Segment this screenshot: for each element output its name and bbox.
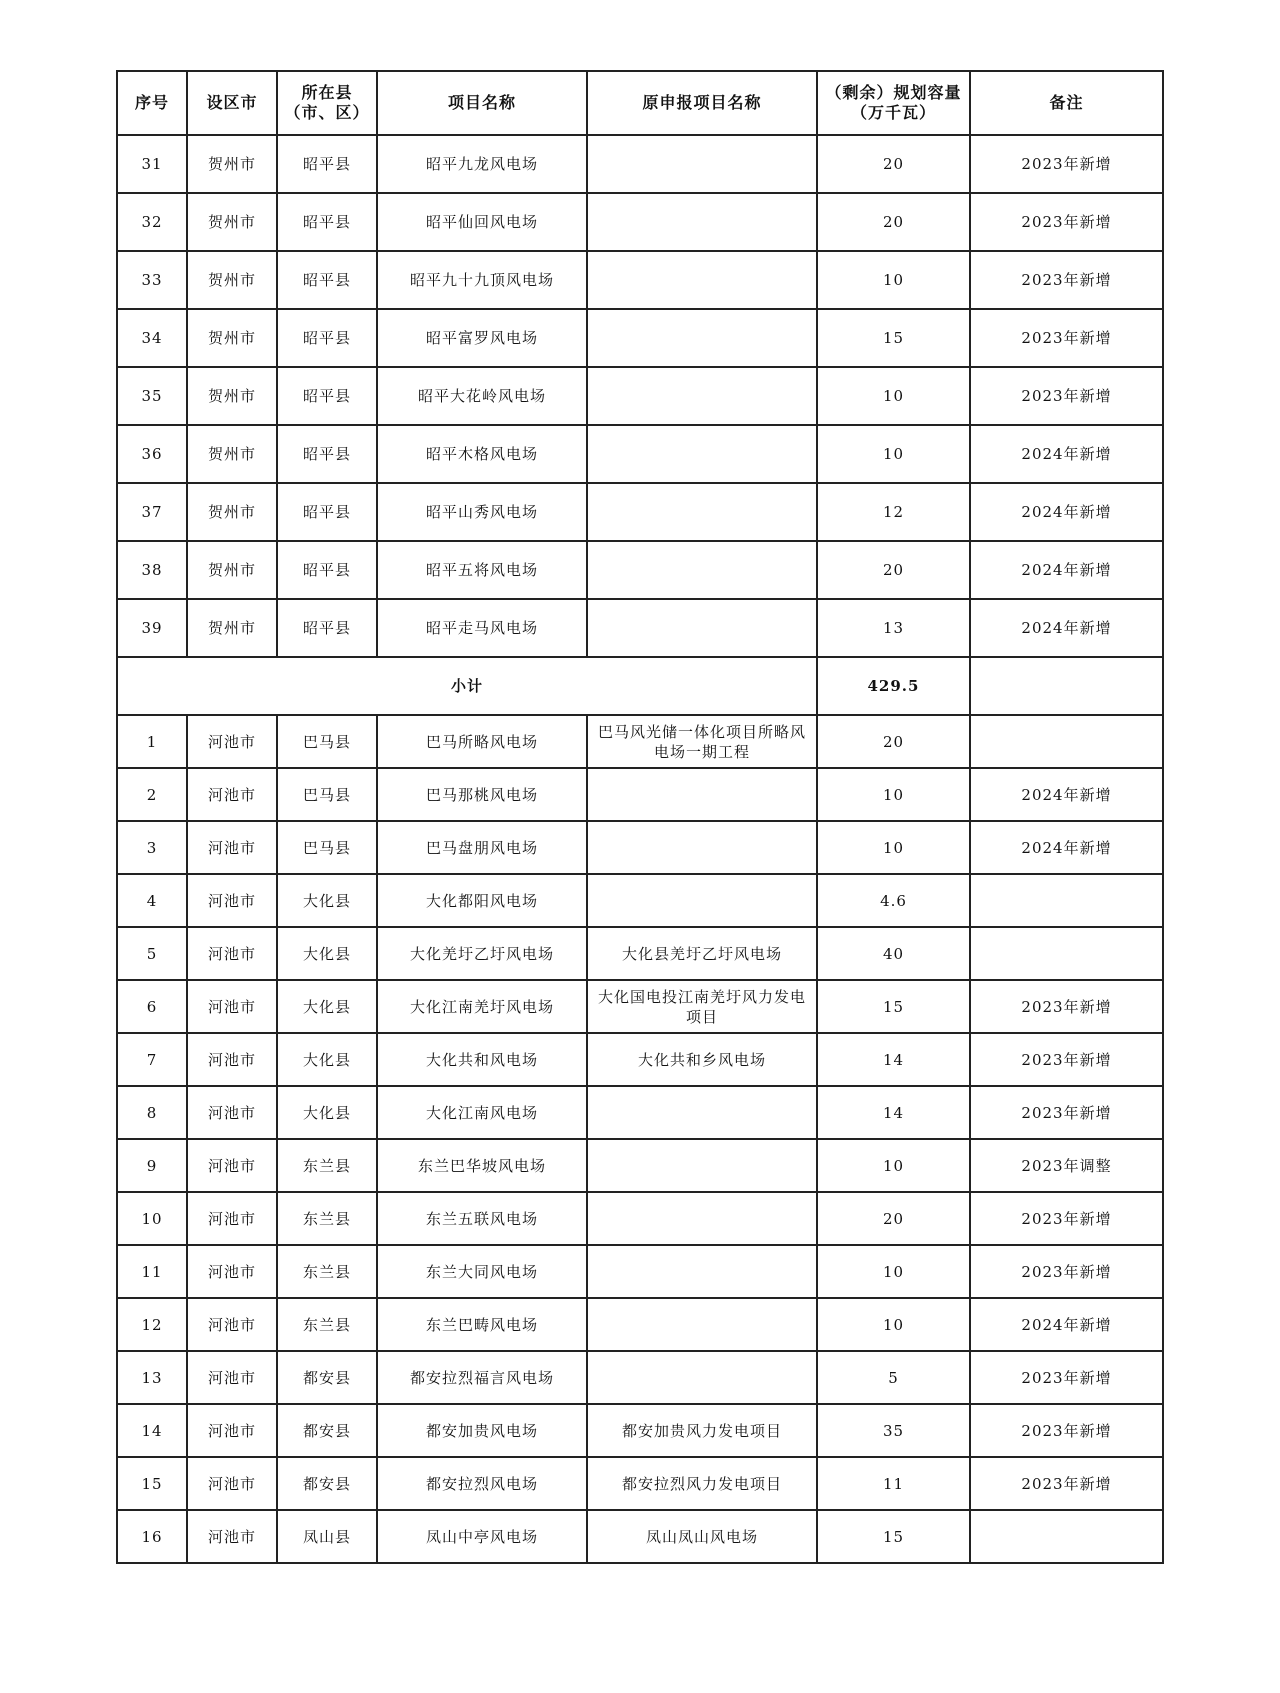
cell-city: 河池市: [187, 768, 277, 821]
cell-seq: 32: [117, 193, 187, 251]
cell-original: 巴马风光储一体化项目所略风电场一期工程: [587, 715, 817, 768]
cell-capacity: 11: [817, 1457, 970, 1510]
cell-original: [587, 874, 817, 927]
cell-original: [587, 367, 817, 425]
table-row: [117, 1404, 1163, 1457]
cell-original: 凤山凤山风电场: [587, 1510, 817, 1563]
cell-county: 东兰县: [277, 1139, 377, 1192]
table-row: [117, 309, 1163, 367]
cell-capacity: 15: [817, 980, 970, 1033]
cell-county: 昭平县: [277, 135, 377, 193]
cell-remark: 2024年新增: [970, 821, 1163, 874]
cell-original: [587, 1139, 817, 1192]
header-project: 项目名称: [377, 71, 587, 135]
cell-project: 昭平九龙风电场: [377, 135, 587, 193]
cell-city: 河池市: [187, 874, 277, 927]
cell-project: 巴马盘朋风电场: [377, 821, 587, 874]
cell-remark: 2024年新增: [970, 1298, 1163, 1351]
cell-original: [587, 1298, 817, 1351]
cell-project: 东兰五联风电场: [377, 1192, 587, 1245]
cell-city: 河池市: [187, 1298, 277, 1351]
header-county: [277, 71, 377, 135]
subtotal-value: 429.5: [817, 657, 970, 715]
cell-remark: [970, 874, 1163, 927]
cell-city: 河池市: [187, 1245, 277, 1298]
cell-city: 河池市: [187, 1086, 277, 1139]
table-row: [117, 193, 1163, 251]
cell-capacity: 14: [817, 1086, 970, 1139]
cell-project: 昭平九十九顶风电场: [377, 251, 587, 309]
cell-project: 东兰大同风电场: [377, 1245, 587, 1298]
cell-seq: 36: [117, 425, 187, 483]
cell-remark: 2024年新增: [970, 541, 1163, 599]
cell-city: 贺州市: [187, 193, 277, 251]
cell-project: 都安加贵风电场: [377, 1404, 587, 1457]
cell-capacity: 15: [817, 1510, 970, 1563]
cell-remark: 2023年新增: [970, 1033, 1163, 1086]
cell-project: 昭平五将风电场: [377, 541, 587, 599]
cell-county: 昭平县: [277, 425, 377, 483]
cell-original: [587, 193, 817, 251]
table-row: [117, 367, 1163, 425]
cell-project: 巴马那桃风电场: [377, 768, 587, 821]
cell-project: 凤山中亭风电场: [377, 1510, 587, 1563]
cell-project: 昭平走马风电场: [377, 599, 587, 657]
cell-seq: 31: [117, 135, 187, 193]
cell-city: 河池市: [187, 1404, 277, 1457]
table-row: [117, 483, 1163, 541]
cell-county: 东兰县: [277, 1245, 377, 1298]
cell-county: 昭平县: [277, 309, 377, 367]
cell-remark: 2024年新增: [970, 425, 1163, 483]
cell-remark: 2023年调整: [970, 1139, 1163, 1192]
cell-city: 河池市: [187, 1351, 277, 1404]
cell-capacity: 15: [817, 309, 970, 367]
cell-capacity: 10: [817, 367, 970, 425]
cell-seq: 8: [117, 1086, 187, 1139]
cell-seq: 11: [117, 1245, 187, 1298]
cell-original: 都安加贵风力发电项目: [587, 1404, 817, 1457]
table-row: [117, 1457, 1163, 1510]
cell-project: 大化都阳风电场: [377, 874, 587, 927]
cell-remark: 2024年新增: [970, 768, 1163, 821]
table-row: [117, 251, 1163, 309]
cell-capacity: 20: [817, 715, 970, 768]
cell-capacity: 14: [817, 1033, 970, 1086]
table-row: [117, 768, 1163, 821]
cell-remark: 2024年新增: [970, 483, 1163, 541]
cell-original: [587, 251, 817, 309]
cell-city: 河池市: [187, 1457, 277, 1510]
cell-county: 昭平县: [277, 193, 377, 251]
cell-remark: 2023年新增: [970, 251, 1163, 309]
cell-original: [587, 1192, 817, 1245]
subtotal-label: 小计: [117, 657, 817, 715]
cell-remark: 2023年新增: [970, 1457, 1163, 1510]
cell-seq: 39: [117, 599, 187, 657]
table-row: [117, 599, 1163, 657]
cell-project: 都安拉烈福言风电场: [377, 1351, 587, 1404]
cell-remark: 2023年新增: [970, 1192, 1163, 1245]
cell-city: 贺州市: [187, 425, 277, 483]
cell-original: [587, 309, 817, 367]
cell-city: 贺州市: [187, 135, 277, 193]
subtotal-row: [117, 657, 1163, 715]
cell-city: 贺州市: [187, 251, 277, 309]
cell-county: 昭平县: [277, 367, 377, 425]
cell-capacity: 20: [817, 193, 970, 251]
cell-seq: 37: [117, 483, 187, 541]
cell-remark: 2023年新增: [970, 309, 1163, 367]
cell-remark: 2023年新增: [970, 1086, 1163, 1139]
cell-seq: 7: [117, 1033, 187, 1086]
table-row: [117, 1510, 1163, 1563]
cell-original: [587, 1086, 817, 1139]
cell-county: 都安县: [277, 1404, 377, 1457]
cell-remark: [970, 715, 1163, 768]
cell-remark: 2023年新增: [970, 367, 1163, 425]
cell-project: 大化江南风电场: [377, 1086, 587, 1139]
cell-county: 大化县: [277, 874, 377, 927]
table-row: [117, 1351, 1163, 1404]
cell-county: 巴马县: [277, 768, 377, 821]
cell-project: 昭平木格风电场: [377, 425, 587, 483]
header-remark: 备注: [970, 71, 1163, 135]
cell-remark: 2023年新增: [970, 980, 1163, 1033]
table-row: [117, 821, 1163, 874]
cell-seq: 35: [117, 367, 187, 425]
cell-remark: 2024年新增: [970, 599, 1163, 657]
cell-seq: 12: [117, 1298, 187, 1351]
cell-project: 大化江南羌圩风电场: [377, 980, 587, 1033]
table-row: [117, 425, 1163, 483]
cell-original: 大化县羌圩乙圩风电场: [587, 927, 817, 980]
cell-city: 河池市: [187, 980, 277, 1033]
cell-remark: [970, 927, 1163, 980]
cell-seq: 16: [117, 1510, 187, 1563]
header-county-line1: 所在县: [301, 83, 353, 102]
table-row: [117, 1192, 1163, 1245]
cell-project: 大化羌圩乙圩风电场: [377, 927, 587, 980]
cell-original: [587, 541, 817, 599]
cell-capacity: 10: [817, 425, 970, 483]
cell-city: 河池市: [187, 1033, 277, 1086]
cell-original: [587, 821, 817, 874]
header-capacity-line1: （剩余）规划容量: [825, 83, 962, 102]
header-seq: 序号: [117, 71, 187, 135]
header-row: [117, 71, 1163, 135]
table-row: [117, 135, 1163, 193]
cell-city: 贺州市: [187, 483, 277, 541]
cell-original: 都安拉烈风力发电项目: [587, 1457, 817, 1510]
cell-capacity: 20: [817, 541, 970, 599]
cell-county: 东兰县: [277, 1192, 377, 1245]
cell-project: 大化共和风电场: [377, 1033, 587, 1086]
table-row: [117, 1139, 1163, 1192]
cell-project: 昭平富罗风电场: [377, 309, 587, 367]
cell-seq: 10: [117, 1192, 187, 1245]
cell-seq: 33: [117, 251, 187, 309]
cell-capacity: 12: [817, 483, 970, 541]
cell-seq: 9: [117, 1139, 187, 1192]
cell-county: 巴马县: [277, 821, 377, 874]
table-row: [117, 874, 1163, 927]
cell-original: [587, 425, 817, 483]
cell-county: 大化县: [277, 1033, 377, 1086]
header-county-line2: （市、区）: [284, 103, 370, 122]
cell-county: 巴马县: [277, 715, 377, 768]
cell-seq: 15: [117, 1457, 187, 1510]
cell-remark: 2023年新增: [970, 135, 1163, 193]
cell-county: 昭平县: [277, 483, 377, 541]
cell-county: 大化县: [277, 1086, 377, 1139]
cell-capacity: 35: [817, 1404, 970, 1457]
cell-county: 东兰县: [277, 1298, 377, 1351]
cell-city: 河池市: [187, 1510, 277, 1563]
cell-original: [587, 1245, 817, 1298]
header-original: 原申报项目名称: [587, 71, 817, 135]
cell-original: [587, 135, 817, 193]
cell-seq: 14: [117, 1404, 187, 1457]
cell-county: 大化县: [277, 980, 377, 1033]
cell-county: 大化县: [277, 927, 377, 980]
cell-seq: 6: [117, 980, 187, 1033]
cell-capacity: 10: [817, 1139, 970, 1192]
cell-city: 贺州市: [187, 367, 277, 425]
cell-seq: 2: [117, 768, 187, 821]
cell-project: 昭平仙回风电场: [377, 193, 587, 251]
cell-original: [587, 768, 817, 821]
cell-capacity: 10: [817, 1245, 970, 1298]
cell-seq: 1: [117, 715, 187, 768]
wind-project-table: [116, 70, 1164, 1564]
cell-seq: 13: [117, 1351, 187, 1404]
table-row: [117, 1086, 1163, 1139]
cell-city: 河池市: [187, 715, 277, 768]
cell-county: 都安县: [277, 1457, 377, 1510]
cell-county: 凤山县: [277, 1510, 377, 1563]
cell-county: 昭平县: [277, 251, 377, 309]
cell-city: 河池市: [187, 821, 277, 874]
cell-capacity: 40: [817, 927, 970, 980]
cell-capacity: 20: [817, 135, 970, 193]
table-body: [117, 135, 1163, 1563]
cell-seq: 34: [117, 309, 187, 367]
table-row: [117, 1033, 1163, 1086]
cell-city: 河池市: [187, 1139, 277, 1192]
table-row: [117, 715, 1163, 768]
cell-capacity: 4.6: [817, 874, 970, 927]
cell-remark: [970, 1510, 1163, 1563]
cell-original: [587, 599, 817, 657]
cell-city: 贺州市: [187, 599, 277, 657]
table-row: [117, 541, 1163, 599]
cell-capacity: 10: [817, 821, 970, 874]
cell-capacity: 13: [817, 599, 970, 657]
cell-seq: 3: [117, 821, 187, 874]
cell-original: 大化国电投江南羌圩风力发电项目: [587, 980, 817, 1033]
cell-project: 都安拉烈风电场: [377, 1457, 587, 1510]
header-capacity-line2: （万千瓦）: [850, 103, 936, 122]
cell-remark: 2023年新增: [970, 1245, 1163, 1298]
cell-county: 昭平县: [277, 599, 377, 657]
cell-original: 大化共和乡风电场: [587, 1033, 817, 1086]
cell-capacity: 5: [817, 1351, 970, 1404]
cell-seq: 4: [117, 874, 187, 927]
cell-capacity: 10: [817, 768, 970, 821]
cell-capacity: 20: [817, 1192, 970, 1245]
cell-county: 都安县: [277, 1351, 377, 1404]
cell-project: 东兰巴畴风电场: [377, 1298, 587, 1351]
cell-city: 贺州市: [187, 541, 277, 599]
cell-county: 昭平县: [277, 541, 377, 599]
cell-city: 河池市: [187, 1192, 277, 1245]
cell-capacity: 10: [817, 1298, 970, 1351]
cell-remark: 2023年新增: [970, 1404, 1163, 1457]
cell-original: [587, 1351, 817, 1404]
cell-remark: 2023年新增: [970, 193, 1163, 251]
cell-capacity: 10: [817, 251, 970, 309]
cell-project: 昭平大花岭风电场: [377, 367, 587, 425]
cell-original: [587, 483, 817, 541]
cell-project: 东兰巴华坡风电场: [377, 1139, 587, 1192]
table-row: [117, 1245, 1163, 1298]
table-row: [117, 980, 1163, 1033]
header-city: 设区市: [187, 71, 277, 135]
table-row: [117, 927, 1163, 980]
header-capacity: [817, 71, 970, 135]
cell-city: 贺州市: [187, 309, 277, 367]
table-row: [117, 1298, 1163, 1351]
subtotal-remark: [970, 657, 1163, 715]
cell-project: 巴马所略风电场: [377, 715, 587, 768]
cell-seq: 5: [117, 927, 187, 980]
cell-city: 河池市: [187, 927, 277, 980]
cell-project: 昭平山秀风电场: [377, 483, 587, 541]
cell-remark: 2023年新增: [970, 1351, 1163, 1404]
cell-seq: 38: [117, 541, 187, 599]
